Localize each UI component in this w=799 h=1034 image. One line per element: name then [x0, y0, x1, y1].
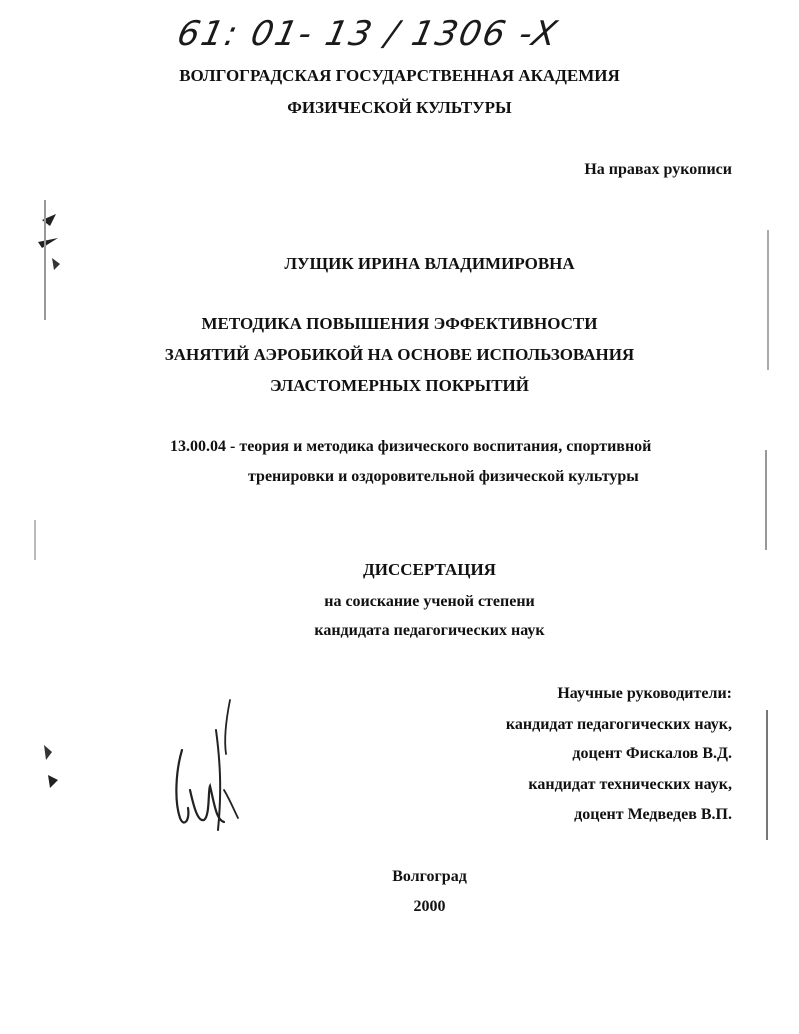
title-line-2: ЗАНЯТИЙ АЭРОБИКОЙ НА ОСНОВЕ ИСПОЛЬЗОВАНИЯ: [164, 345, 635, 364]
supervisor-2-degree: кандидат технических наук,: [528, 776, 732, 793]
supervisor-1-name: доцент Фискалов В.Д.: [572, 745, 732, 762]
dissertation-degree-line-1: на соискание ученой степени: [324, 593, 535, 610]
author-name: ЛУЩИК ИРИНА ВЛАДИМИРОВНА: [284, 254, 575, 273]
title-line-3: ЭЛАСТОМЕРНЫХ ПОКРЫТИЙ: [269, 376, 530, 395]
right-margin-scan-artifacts: [755, 230, 785, 850]
institution-line-1: ВОЛГОГРАДСКАЯ ГОСУДАРСТВЕННАЯ АКАДЕМИЯ: [179, 66, 620, 85]
specialty-line-2: тренировки и оздоровительной физической культуры: [248, 468, 639, 485]
institution-line-2: ФИЗИЧЕСКОЙ КУЛЬТУРЫ: [287, 98, 512, 117]
supervisors-heading: Научные руководители:: [557, 685, 732, 702]
supervisor-1-degree: кандидат педагогических наук,: [505, 716, 732, 733]
left-margin-scan-artifacts: [28, 200, 78, 800]
signature-mark: [160, 690, 250, 840]
dissertation-degree-line-2: кандидата педагогических наук: [314, 622, 545, 639]
title-line-1: МЕТОДИКА ПОВЫШЕНИЯ ЭФФЕКТИВНОСТИ: [201, 314, 598, 333]
specialty-line-1: 13.00.04 - теория и методика физического воспитания, спортивной: [170, 438, 652, 455]
year: 2000: [413, 898, 446, 915]
supervisor-2-name: доцент Медведев В.П.: [574, 806, 732, 823]
city: Волгоград: [392, 868, 467, 885]
dissertation-heading: ДИССЕРТАЦИЯ: [363, 560, 496, 579]
handwritten-archive-code: 61: 01- 13 / 1306 -X: [173, 14, 563, 54]
manuscript-rights: На правах рукописи: [584, 161, 732, 178]
